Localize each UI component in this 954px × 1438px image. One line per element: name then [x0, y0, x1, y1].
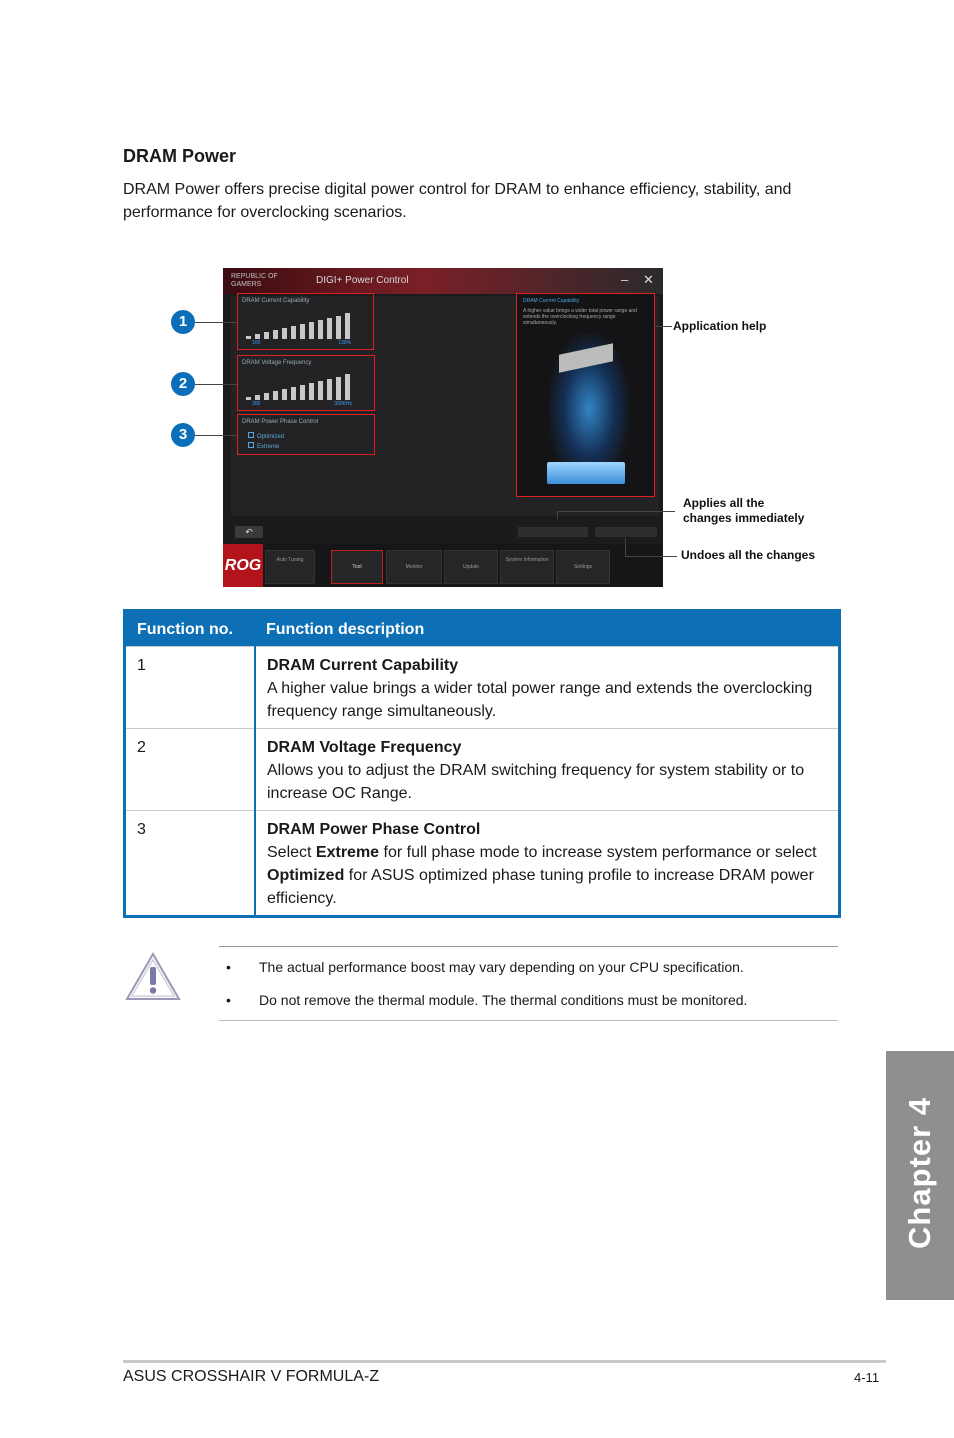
callout-3: 3 — [171, 423, 195, 447]
table-row — [125, 811, 840, 917]
annotation-applies-line2: changes immediately — [683, 511, 805, 525]
callout-1: 1 — [171, 310, 195, 334]
leader-line — [195, 384, 237, 385]
rog-nav-logo[interactable]: ROG — [223, 544, 263, 587]
apply-button[interactable] — [518, 527, 588, 537]
function-description — [255, 729, 840, 811]
nav-system-information[interactable]: System Information — [500, 550, 554, 584]
chapter-tab — [886, 1051, 954, 1300]
section-intro: DRAM Power offers precise digital power control for DRAM to enhance efficiency, stability, and performance for overclocking scenarios. — [123, 181, 792, 221]
panel-title: DRAM Current Capability — [242, 298, 310, 304]
leader-line — [557, 511, 558, 519]
panel-title: DRAM Voltage Frequency — [242, 360, 312, 366]
nav-tool[interactable]: Tool — [331, 550, 383, 584]
capability-bar-graph — [246, 313, 351, 339]
function-name: DRAM Voltage Frequency — [267, 739, 462, 756]
nav-settings[interactable]: Settings — [556, 550, 610, 584]
function-name: DRAM Current Capability — [267, 657, 459, 674]
app-screenshot — [223, 268, 663, 587]
function-table — [123, 609, 841, 918]
function-number: 3 — [125, 811, 256, 917]
note-item: • Do not remove the thermal module. The thermal conditions must be monitored. — [226, 992, 748, 1008]
annotation-application-help: Application help — [673, 319, 767, 333]
footer-page-number: 4-11 — [854, 1370, 880, 1385]
window-titlebar — [223, 268, 663, 294]
function-text: Select Extreme for full phase mode to increase system performance or select Optimized for ASUS optimized phase tuning profile to increase DRAM power efficiency. — [267, 844, 817, 907]
function-text: Allows you to adjust the DRAM switching frequency for system stability or to increase OC Range. — [267, 762, 805, 802]
leader-line — [195, 435, 237, 436]
window-title: DIGI+ Power Control — [316, 275, 409, 286]
header-function-description: Function description — [255, 611, 840, 647]
table-header-row — [125, 611, 840, 647]
panel-min-value: 100 — [252, 340, 261, 346]
annotation-undoes: Undoes all the changes — [681, 548, 816, 562]
function-number: 1 — [125, 647, 256, 729]
annotation-applies-line1: Applies all the — [683, 496, 765, 510]
function-name: DRAM Power Phase Control — [267, 821, 481, 838]
panel-min-value: 300 — [252, 401, 261, 407]
header-function-no: Function no. — [125, 611, 256, 647]
section-title: DRAM Power — [123, 146, 237, 166]
function-text: A higher value brings a wider total power range and extends the overclocking frequency range simultaneously. — [267, 680, 813, 720]
function-description — [255, 647, 840, 729]
annotation-applies — [683, 496, 804, 526]
panel-current-capability[interactable] — [237, 293, 374, 350]
undo-icon[interactable]: ↶ — [235, 526, 263, 538]
note-divider-bottom — [219, 1020, 838, 1021]
panel-voltage-frequency[interactable] — [237, 355, 375, 411]
note-item: • The actual performance boost may vary depending on your CPU specification. — [226, 959, 744, 975]
help-title: DRAM Current Capability — [523, 298, 580, 304]
nav-auto-tuning[interactable]: Auto Tuning — [265, 550, 315, 584]
undo-button[interactable] — [595, 527, 657, 537]
footer-divider — [123, 1360, 886, 1363]
note-divider-top — [219, 946, 838, 947]
option-optimized[interactable]: Optimized — [248, 432, 284, 440]
table-row — [125, 647, 840, 729]
panel-title: DRAM Power Phase Control — [242, 419, 319, 425]
table-row — [125, 729, 840, 811]
panel-power-phase-control[interactable] — [237, 414, 375, 455]
frequency-bar-graph — [246, 374, 351, 400]
rog-logo-text: REPUBLIC OF GAMERS — [231, 273, 278, 288]
leader-line — [557, 511, 675, 512]
warning-icon — [125, 952, 181, 1002]
close-button[interactable]: ✕ — [643, 272, 654, 287]
nav-update[interactable]: Update — [444, 550, 498, 584]
help-body: A higher value brings a wider total power range and extends the overclocking frequency range simultaneously. — [523, 308, 637, 326]
function-description — [255, 811, 840, 917]
leader-line — [654, 326, 672, 327]
leader-line — [625, 556, 677, 557]
leader-line — [625, 538, 626, 556]
panel-current-value: 300KHz — [334, 401, 352, 407]
callout-2: 2 — [171, 372, 195, 396]
bottom-nav — [223, 544, 663, 587]
minimize-button[interactable]: – — [621, 272, 629, 287]
application-help-panel — [516, 293, 655, 497]
function-number: 2 — [125, 729, 256, 811]
nav-monitor[interactable]: Monitor — [386, 550, 442, 584]
chapter-label: Chapter 4 — [902, 1097, 937, 1249]
dram-stick-icon — [547, 462, 625, 484]
option-extreme[interactable]: Extreme — [248, 442, 279, 450]
footer-product-name: ASUS CROSSHAIR V FORMULA-Z — [123, 1368, 380, 1385]
leader-line — [195, 322, 237, 323]
panel-current-value: 130% — [338, 340, 351, 346]
